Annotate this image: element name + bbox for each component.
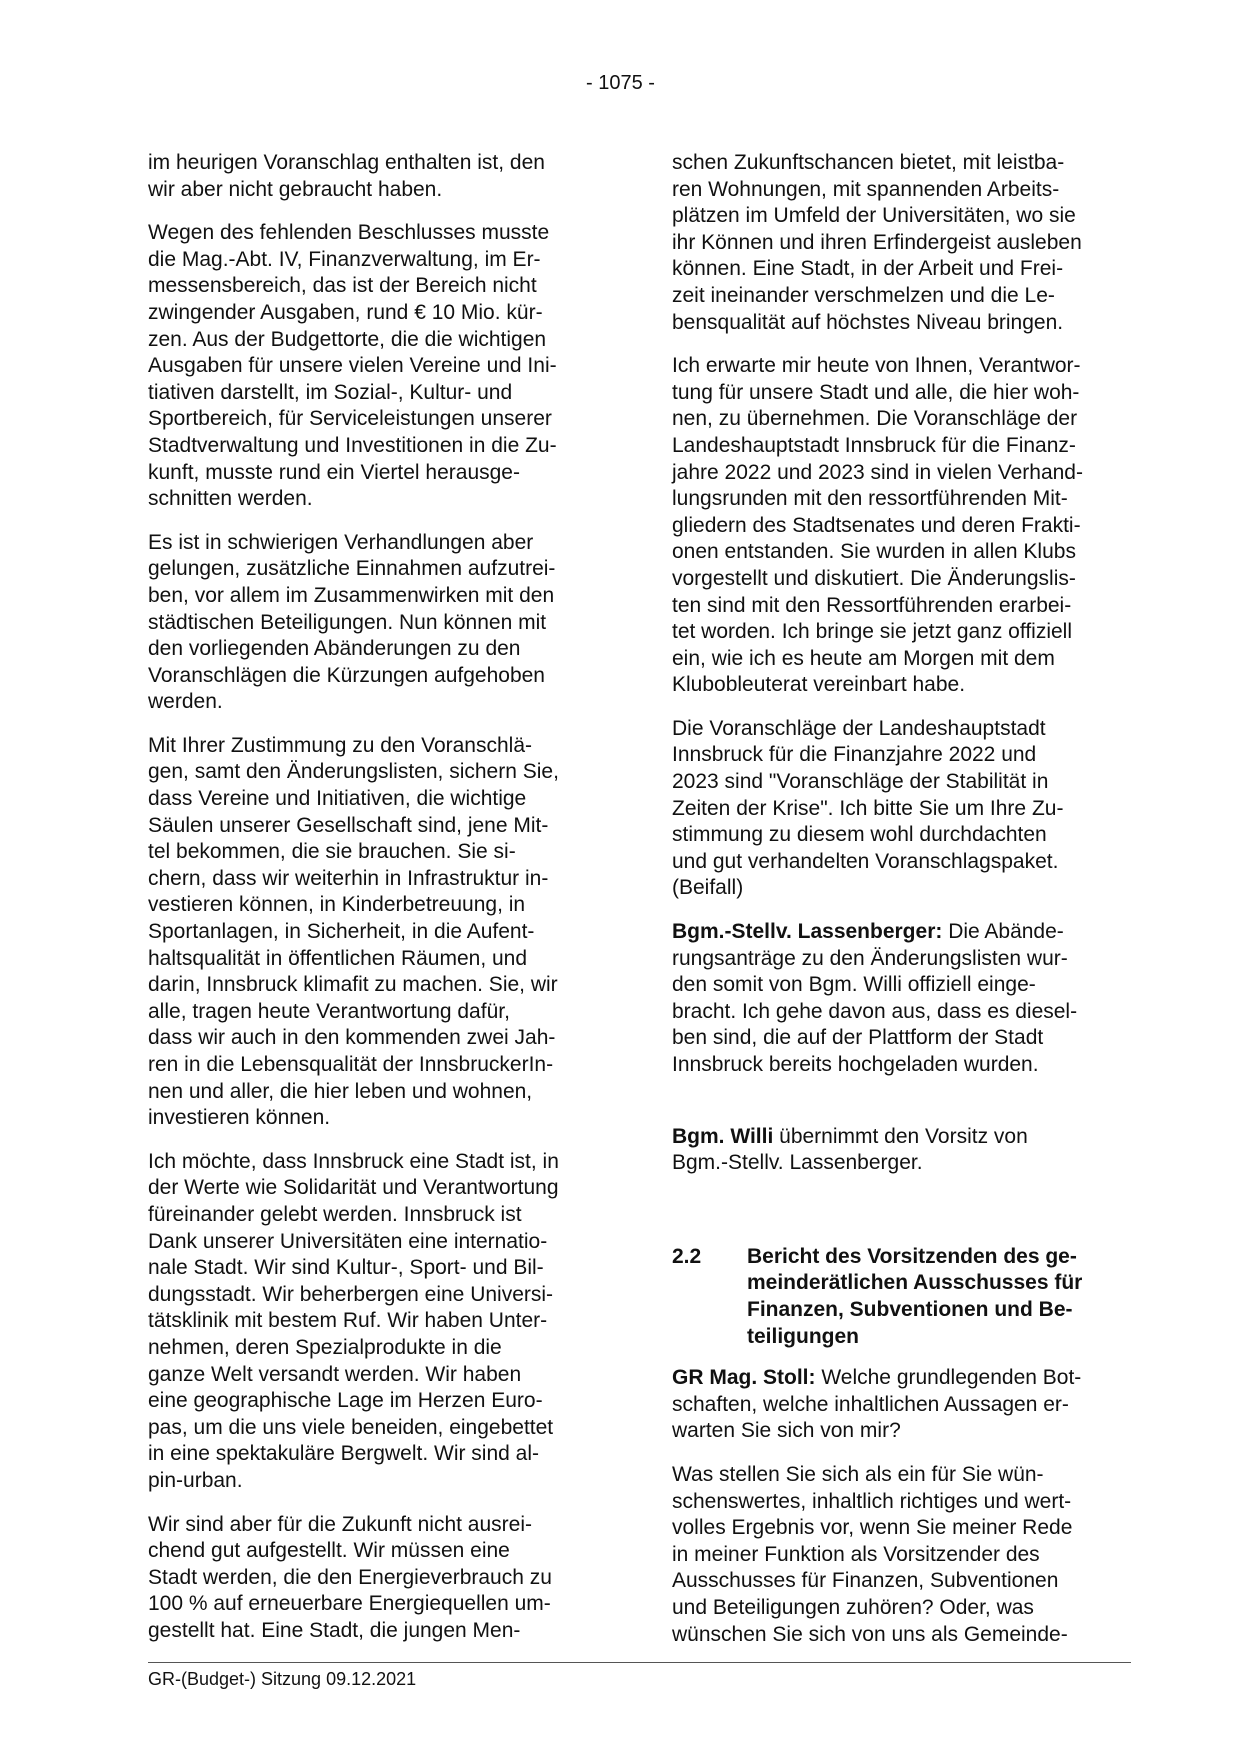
text-line: den vorliegenden Abänderungen zu den [148,637,521,661]
text-line: und Beteiligungen zuhören? Oder, was [672,1595,1034,1619]
text-line: gliedern des Stadtsenates und deren Frakti- [672,513,1081,537]
text-line: volles Ergebnis vor, wenn Sie meiner Rede [672,1516,1073,1540]
text-line: ren Wohnungen, mit spannenden Arbeits- [672,177,1060,201]
text-line: tätsklinik mit bestem Ruf. Wir haben Unter- [148,1309,548,1333]
spacer [672,1096,1132,1124]
text-line: ein, wie ich es heute am Morgen mit dem [672,646,1055,670]
footer-label: GR-(Budget-) Sitzung 09.12.2021 [148,1669,417,1689]
text-line: schen Zukunftschancen bietet, mit leistba- [672,151,1065,174]
text-line: warten Sie sich von mir? [672,1419,901,1443]
text-line: Säulen unserer Gesellschaft sind, jene Mit- [148,813,549,837]
text-line: Dank unserer Universitäten eine internatio- [148,1229,548,1253]
paragraph [672,1462,1132,1648]
text-line: tel bekommen, die sie brauchen. Sie si- [148,840,516,864]
text-line: tiativen darstellt, im Sozial-, Kultur- und [148,380,513,404]
text-line: ben, vor allem im Zusammenwirken mit den [148,583,555,607]
text-line: kunft, musste rund ein Viertel herausge- [148,460,520,484]
speaker-name: GR Mag. Stoll: [672,1366,816,1390]
text-line: eine geographische Lage im Herzen Euro- [148,1389,543,1413]
text-line: rungsanträge zu den Änderungslisten wur- [672,946,1068,970]
text-line: schnitten werden. [148,487,313,511]
speaker-paragraph [672,1124,1132,1177]
text-line: füreinander gelebt werden. Innsbruck ist [148,1202,522,1226]
speaker-name: Bgm.-Stellv. Lassenberger: [672,920,943,944]
text-line: nen und aller, die hier leben und wohnen, [148,1079,533,1103]
text-line: dass wir auch in den kommenden zwei Jah- [148,1026,556,1050]
paragraph [148,733,618,1132]
paragraph [672,150,1132,336]
text-line: Innsbruck für die Finanzjahre 2022 und [672,743,1037,767]
text-line: ganze Welt versandt werden. Wir haben [148,1362,522,1386]
text-line: Stadtverwaltung und Investitionen in die Zu- [148,433,557,457]
text-line: chend gut aufgestellt. Wir müssen eine [148,1539,510,1563]
paragraph [672,353,1132,699]
text-line: ren in die Lebensqualität der InnsbruckerIn- [148,1053,554,1076]
paragraph [148,150,618,203]
spacer [672,1194,1132,1244]
text-line: plätzen im Umfeld der Universitäten, wo sie [672,204,1076,228]
section-heading [672,1244,1132,1350]
text-line: vorgestellt und diskutiert. Die Änderungslis- [672,566,1076,590]
text-line: wünschen Sie sich von uns als Gemeinde- [672,1622,1068,1646]
section-title [747,1244,1082,1350]
text-line: und gut verhandelten Voranschlagspaket. [672,849,1059,873]
text-line: Finanzen, Subventionen und Be- [747,1297,1073,1321]
text-line: bracht. Ich gehe davon aus, dass es diesel- [672,999,1078,1023]
text-line: Bgm.-Stellv. Lassenberger. [672,1151,923,1175]
text-line: ben sind, die auf der Plattform der Stadt [672,1026,1044,1050]
text-line: zwingender Ausgaben, rund € 10 Mio. kür- [148,300,543,324]
text-line: lungsrunden mit den ressortführenden Mit- [672,487,1068,511]
text-line: dass Vereine und Initiativen, die wichtige [148,787,527,811]
text-line: messensbereich, das ist der Bereich nicht [148,274,537,298]
text-fragment: übernimmt den Vorsitz von [773,1124,1028,1148]
text-line: Bericht des Vorsitzenden des ge- [747,1244,1077,1268]
section-number: 2.2 [672,1244,702,1268]
text-line: städtischen Beteiligungen. Nun können mit [148,610,547,634]
left-column [148,150,618,1661]
text-line: Stadt werden, die den Energieverbrauch zu [148,1565,552,1589]
page-number: - 1075 - [586,72,655,94]
text-line: Zeiten der Krise". Ich bitte Sie um Ihre Zu- [672,796,1064,820]
text-line: Innsbruck bereits hochgeladen wurden. [672,1053,1039,1076]
text-line: Klubobleuterat vereinbart habe. [672,673,966,697]
text-line: Wegen des fehlenden Beschlusses musste [148,221,550,245]
text-line: werden. [148,690,223,714]
text-line: im heurigen Voranschlag enthalten ist, den [148,151,545,174]
text-line: den somit von Bgm. Willi offiziell einge- [672,973,1036,997]
text-line: Sportanlagen, in Sicherheit, in die Aufent- [148,920,535,944]
text-line: schenswertes, inhaltlich richtiges und wert- [672,1489,1072,1513]
text-line: ten sind mit den Ressortführenden erarbei- [672,593,1072,617]
text-fragment: Welche grundlegenden Bot- [815,1366,1082,1390]
text-line: meinderätlichen Ausschusses für [747,1271,1083,1295]
text-line: Ausschusses für Finanzen, Subventionen [672,1569,1059,1593]
footer-divider [148,1662,1131,1663]
text-line: Was stellen Sie sich als ein für Sie wün- [672,1462,1044,1486]
right-column [672,150,1132,1665]
text-line: Ich möchte, dass Innsbruck eine Stadt ist, in [148,1149,559,1173]
text-line: investieren können. [148,1106,331,1130]
text-line [672,919,1132,946]
text-line: nale Stadt. Wir sind Kultur-, Sport- und Bil- [148,1256,544,1280]
paragraph [148,1512,618,1645]
text-line: vestieren können, in Kinderbetreuung, in [148,893,526,917]
speaker-paragraph [672,919,1132,1079]
text-line: die Mag.-Abt. IV, Finanzverwaltung, im Er- [148,247,541,271]
text-line: chern, dass wir weiterhin in Infrastruktur in- [148,866,549,890]
speaker-name: Bgm. Willi [672,1124,774,1148]
text-line: Sportbereich, für Serviceleistungen unserer [148,407,552,431]
speaker-paragraph [672,1365,1132,1445]
paragraph [148,530,618,716]
text-line: zen. Aus der Budgettorte, die die wichtigen [148,327,547,351]
text-line: ihr Können und ihren Erfindergeist ausleben [672,230,1082,254]
text-line: dungsstadt. Wir beherbergen eine Universi- [148,1282,554,1306]
text-line: nen, zu übernehmen. Die Voranschläge der [672,407,1078,431]
text-line: Ausgaben für unsere vielen Vereine und Ini- [148,354,557,378]
paragraph [148,1149,618,1495]
text-line: wir aber nicht gebraucht haben. [148,177,443,201]
text-line: Die Voranschläge der Landeshauptstadt [672,716,1046,740]
text-line: stimmung zu diesem wohl durchdachten [672,823,1047,847]
text-line: pas, um die uns viele beneiden, eingebettet [148,1415,554,1439]
text-line: alle, tragen heute Verantwortung dafür, [148,999,510,1023]
text-line: gestellt hat. Eine Stadt, die jungen Men- [148,1618,521,1642]
paragraph [672,716,1132,902]
text-line: zeit ineinander verschmelzen und die Le- [672,283,1055,307]
text-line: pin-urban. [148,1468,243,1492]
text-line: gen, samt den Änderungslisten, sichern Sie, [148,760,559,784]
text-line: Mit Ihrer Zustimmung zu den Voranschlä- [148,733,532,757]
text-line: Wir sind aber für die Zukunft nicht ausrei- [148,1512,532,1536]
text-line: Ich erwarte mir heute von Ihnen, Verantwor- [672,354,1081,378]
text-line: können. Eine Stadt, in der Arbeit und Frei- [672,257,1064,281]
text-line: darin, Innsbruck klimafit zu machen. Sie, wir [148,973,558,997]
text-line: (Beifall) [672,876,744,900]
text-line: schaften, welche inhaltlichen Aussagen er- [672,1392,1069,1416]
text-line: nehmen, deren Spezialprodukte in die [148,1335,502,1359]
text-line: onen entstanden. Sie wurden in allen Klubs [672,540,1076,564]
text-line: haltsqualität in öffentlichen Räumen, und [148,946,528,970]
text-line: tung für unsere Stadt und alle, die hier woh- [672,380,1080,404]
text-line: tet worden. Ich bringe sie jetzt ganz offiziell [672,620,1072,644]
text-line: 100 % auf erneuerbare Energiequellen um- [148,1592,551,1616]
text-line: in eine spektakuläre Bergwelt. Wir sind al- [148,1442,540,1466]
text-line: der Werte wie Solidarität und Verantwortung [148,1176,559,1200]
text-line: gelungen, zusätzliche Einnahmen aufzutrei- [148,557,556,581]
text-line: Landeshauptstadt Innsbruck für die Finanz- [672,433,1076,457]
text-line [672,1124,1132,1151]
text-line: Voranschlägen die Kürzungen aufgehoben [148,663,545,687]
text-line: bensqualität auf höchstes Niveau bringen. [672,310,1064,334]
text-line: 2023 sind "Voranschläge der Stabilität in [672,770,1049,794]
text-line: in meiner Funktion als Vorsitzender des [672,1542,1040,1566]
text-line: jahre 2022 und 2023 sind in vielen Verhand- [672,460,1083,484]
text-line [672,1365,1132,1392]
text-line: teiligungen [747,1324,859,1348]
text-fragment: Die Abände- [942,920,1064,944]
paragraph [148,220,618,513]
text-line: Es ist in schwierigen Verhandlungen aber [148,530,534,554]
